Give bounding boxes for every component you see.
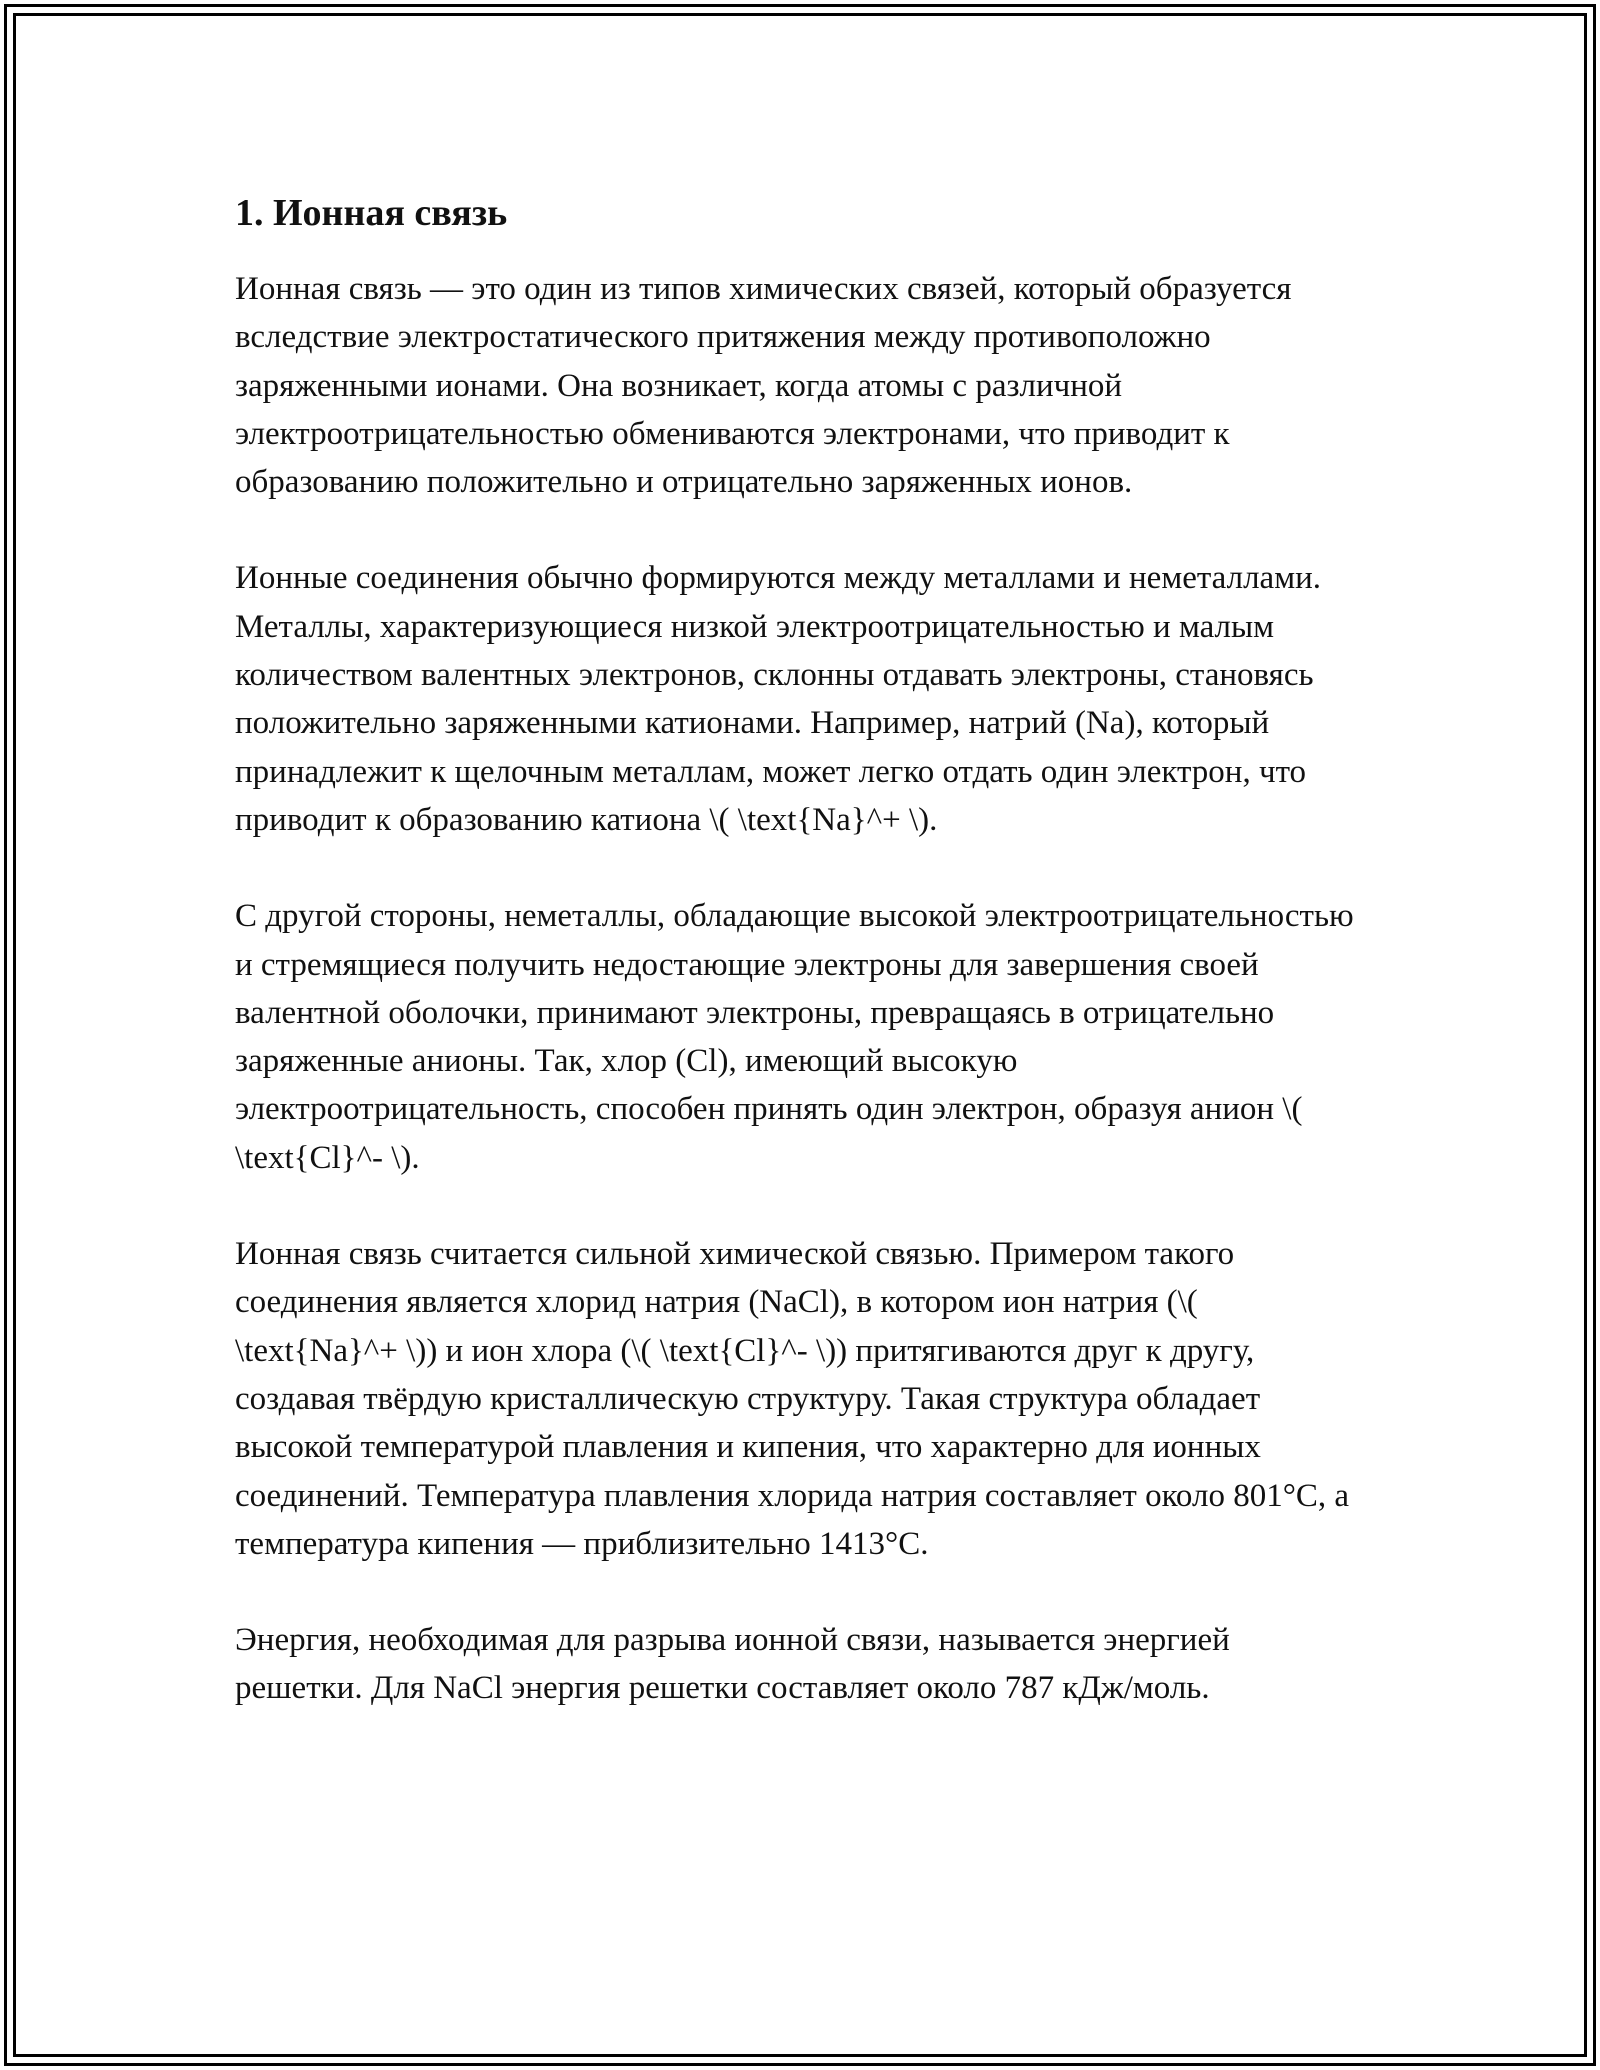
paragraph-nonmetals-anions: С другой стороны, неметаллы, обладающие высокой электроотрицательностью и стремящиеся получить недостающие электроны для завершения своей валентной оболочки, принимают электроны, превращаясь в отрицательно заряженные анионы. Так, хлор (Cl), имеющий высокую электроотрицательность, способен принять один электрон, образуя анион \( \text{Cl}^- \). <box>235 898 1354 1176</box>
paragraph-metals-cations: Ионные соединения обычно формируются между металлами и неметаллами. Металлы, характеризующиеся низкой электроотрицательностью и малым количеством валентных электронов, склонны отдавать электроны, становясь положительно заряженными катионами. Например, натрий (Na), который принадлежит к щелочным металлам, может легко отдать один электрон, что приводит к образованию катиона \( \text{Na}^+ \). <box>235 560 1321 838</box>
paragraph-ionic-bond-definition: Ионная связь — это один из типов химических связей, который образуется вследствие электростатического притяжения между противоположно заряженными ионами. Она возникает, когда атомы с различной электроотрицательностью обмениваются электронами, что приводит к образованию положительно и отрицательно заряженных ионов. <box>235 271 1292 501</box>
paragraph-lattice-energy: Энергия, необходимая для разрыва ионной связи, называется энергией решетки. Для NaCl энергия решетки составляет около 787 кДж/моль. <box>235 1622 1230 1707</box>
section-heading: 1. Ионная связь <box>235 192 508 234</box>
paragraph-sodium-chloride: Ионная связь считается сильной химической связью. Примером такого соединения является хлорид натрия (NaCl), в котором ион натрия (\( \text{Na}^+ \)) и ион хлора (\( \text{Cl}^- \)) притягиваются друг к другу, создавая твёрдую кристаллическую структуру. Такая структура обладает высокой температурой плавления и кипения, что характерно для ионных соединений. Температура плавления хлорида натрия составляет около 801°C, а температура кипения — приблизительно 1413°C. <box>235 1236 1350 1562</box>
document-body <box>235 185 1365 1761</box>
